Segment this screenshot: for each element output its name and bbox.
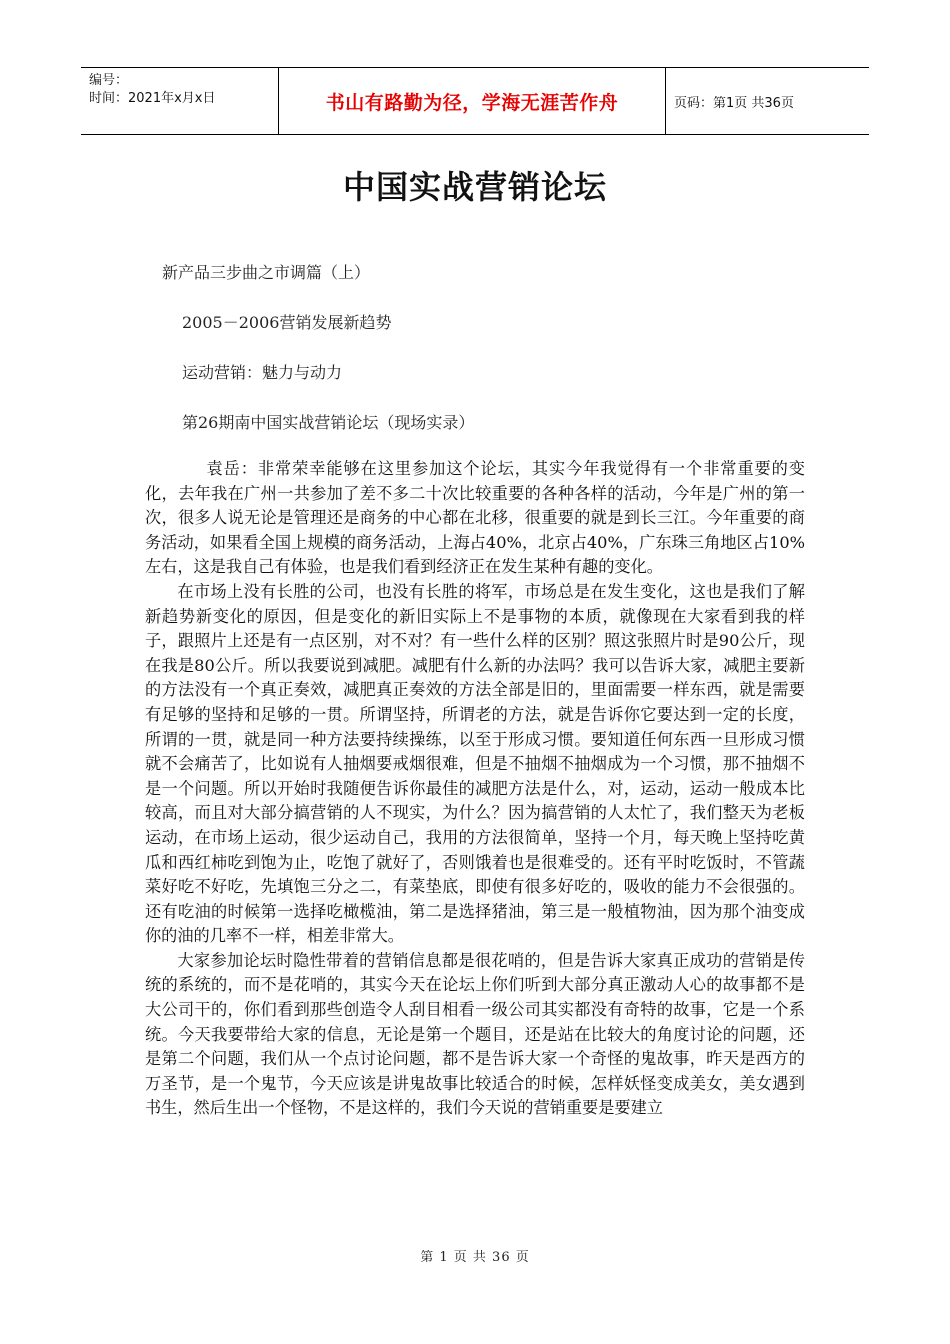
document-number-label: 编号：: [89, 73, 129, 88]
subtitle-series: 新产品三步曲之市调篇（上）: [162, 263, 371, 282]
page-footer: 第 1 页 共 36 页: [420, 1250, 530, 1265]
paragraph: 大家参加论坛时隐性带着的营销信息都是很花哨的，但是告诉大家真正成功的营销是传统的系统的，而不是花哨的，其实今天在论坛上你们听到大部分真正激动人心的故事都不是大公司干的，你们看到那些创造令人刮目相看一级公司其实都没有奇特的故事，它是一个系统。今天我要带给大家的信息，无论是第一个题目，还是站在比较大的角度讨论的问题，还是第二个问题，我们从一个点讨论问题，都不是告诉大家一个奇怪的鬼故事，昨天是西方的万圣节，是一个鬼节，今天应该是讲鬼故事比较适合的时候，怎样妖怪变成美女，美女遇到书生，然后生出一个怪物，不是这样的，我们今天说的营销重要是要建立: [145, 950, 805, 1118]
paragraph: 袁岳：非常荣幸能够在这里参加这个论坛，其实今年我觉得有一个非常重要的变化，去年我在广州一共参加了差不多二十次比较重要的各种各样的活动，今年是广州的第一次，很多人说无论是管理还是商务的中心都在北移，很重要的就是到长三江。今年重要的商务活动，如果看全国上规模的商务活动，上海占40%，北京占40%，广东珠三角地区占10%左右，这是我自己有体验，也是我们看到经济正在发生某种有趣的变化。: [145, 459, 805, 577]
subtitle-trend: 2005－2006营销发展新趋势: [182, 313, 392, 332]
document-time-label: 时间：2021年x月x日: [89, 91, 216, 106]
subtitle-sports-marketing: 运动营销：魅力与动力: [182, 363, 343, 382]
header-page-info: 页码：第1页 共36页: [674, 95, 794, 111]
header-motto: 书山有路勤为径，学海无涯苦作舟: [278, 68, 666, 134]
paragraph: 在市场上没有长胜的公司，也没有长胜的将军，市场总是在发生变化，这也是我们了解新趋势新变化的原因，但是变化的新旧实际上不是事物的本质，就像现在大家看到我的样子，跟照片上还是有一点区别，对不对？有一些什么样的区别？照这张照片时是90公斤，现在我是80公斤。所以我要说到减肥。减肥有什么新的办法吗？我可以告诉大家，减肥主要新的方法没有一个真正奏效，减肥真正奏效的方法全部是旧的，里面需要一样东西，就是需要有足够的坚持和足够的一贯。所谓坚持，所谓老的方法，就是告诉你它要达到一定的长度，所谓的一贯，就是同一种方法要持续操练，以至于形成习惯。要知道任何东西一旦形成习惯就不会痛苦了，比如说有人抽烟要戒烟很难，但是不抽烟不抽烟成为一个习惯，那不抽烟不是一个问题。所以开始时我随便告诉你最佳的减肥方法是什么，对，运动，运动一般成本比较高，而且对大部分搞营销的人不现实，为什么？因为搞营销的人太忙了，我们整天为老板运动，在市场上运动，很少运动自己，我用的方法很简单，坚持一个月，每天晚上坚持吃黄瓜和西红柿吃到饱为止，吃饱了就好了，否则饿着也是很难受的。还有平时吃饭时，不管蔬菜好吃不好吃，先填饱三分之二，有菜垫底，即使有很多好吃的，吸收的能力不会很强的。还有吃油的时候第一选择吃橄榄油，第二是选择猪油，第三是一般植物油，因为那个油变成你的油的几率不一样，相差非常大。: [145, 581, 805, 946]
subtitle-forum-issue: 第26期南中国实战营销论坛（现场实录）: [182, 413, 475, 432]
header-meta: [89, 72, 279, 108]
document-title: 中国实战营销论坛: [342, 168, 607, 206]
article-body: [145, 457, 805, 1121]
page-header: [81, 67, 869, 135]
